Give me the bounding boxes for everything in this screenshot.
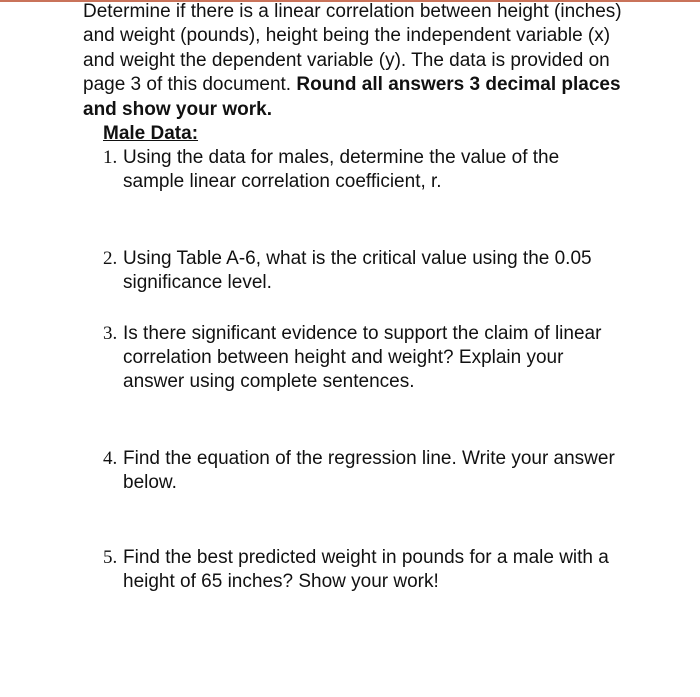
question-text: Is there significant evidence to support the claim of linear correlation between height and weight? Explain your answer using complete sentences.	[123, 322, 602, 393]
intro-text: Determine if there is a linear correlation between height (inches) and weight (pounds), height being the independent variable (x) and weight the dependent variable (y). The data is provided on page 3 of this document.	[83, 1, 622, 96]
question-text: Find the best predicted weight in pounds for a male with a height of 65 inches? Show your work!	[123, 546, 609, 593]
question-item-5	[83, 546, 643, 595]
question-text: Find the equation of the regression line. Write your answer below.	[123, 447, 615, 494]
question-text: Using the data for males, determine the value of the sample linear correlation coefficient, r.	[123, 147, 560, 193]
intro-paragraph	[83, 0, 643, 122]
question-number: 5.	[103, 546, 118, 568]
question-item-3	[83, 322, 643, 395]
section-heading: Male Data:	[103, 123, 199, 145]
question-item-1	[83, 146, 643, 195]
question-number: 4.	[103, 447, 118, 469]
intro-bold-instruction: Round all answers 3 decimal places and show your work.	[83, 74, 621, 120]
question-list	[83, 146, 643, 594]
question-item-4	[83, 447, 643, 496]
question-number: 3.	[103, 322, 118, 344]
question-number: 2.	[103, 247, 118, 269]
question-number: 1.	[103, 147, 118, 169]
question-text: Using Table A-6, what is the critical value using the 0.05 significance level.	[123, 247, 592, 294]
question-item-2	[83, 247, 643, 296]
document-body	[83, 0, 643, 595]
